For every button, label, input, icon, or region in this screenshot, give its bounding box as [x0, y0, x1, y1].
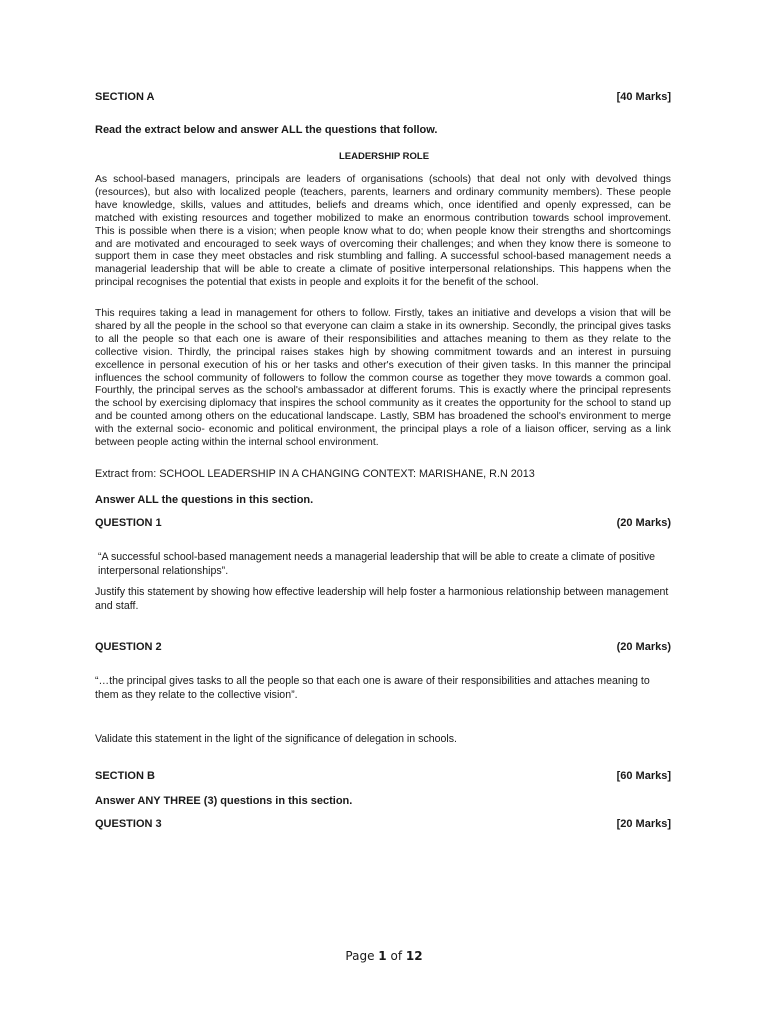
question-2-quote: “…the principal gives tasks to all the people so that each one is aware of their responsibilities and attaches meaning to them as they relate to the collective vision”.: [95, 675, 650, 701]
page-number: [0, 949, 768, 963]
extract-title: LEADERSHIP ROLE: [338, 151, 430, 162]
section-b-title: SECTION B: [95, 770, 155, 782]
question-1-task: Justify this statement by showing how effective leadership will help foster a harmonious relationship between management and staff.: [95, 586, 669, 612]
current-page: 1: [378, 949, 387, 963]
question-2-title: QUESTION 2: [95, 641, 162, 653]
extract-paragraph-2: This requires taking a lead in management for others to follow. Firstly, takes an initiative and develops a vision that will be shared by all the people in the school so that everyone can claim a stake in its ownership. Secondly, the principal gives tasks to all the people so that each one is aware of their responsibilities and attaches meaning to them as they relate to the collective vision. Thirdly, the principal raises stakes high by showing commitment towards and an interest in pursuing excellence in personal execution of his or her tasks and other's execution of their given tasks. In this manner the principal influences the school community of followers to follow the common course as together they move towards a common goal. Fourthly, the principal serves as the school's ambassador at different forums. This is exactly where the principal represents the school by exercising diplomacy that inspires the school community as it creates the opportunity for the school to stand up and be counted among others on the educational landscape. Lastly, SBM has broadened the school's environment to merge with the external socio- economic and political environment, the principal plays a role of a liaison officer, serving as a link between people acting within the internal school environment.: [95, 308, 671, 449]
total-pages: 12: [405, 949, 423, 963]
section-a-header: [95, 91, 671, 103]
extract-paragraph-1: As school-based managers, principals are leaders of organisations (schools) that deal not only with devolved things (resources), but also with localized people (teachers, parents, learners and ordinary community members). These people have knowledge, skills, values and attitudes, beliefs and dreams which, once identified and openly expressed, can be matched with existing resources and together mobilized to make an enormous contribution towards school improvement. This is possible when there is a vision; when people know what to do; when people know their strengths and shortcomings and are motivated and encouraged to seek ways of overcoming their challenges; and when they know there is someone to support them in case they meet obstacles and risk stumbling and falling. A successful school-based management needs a managerial leadership that will be able to create a climate of positive interpersonal relationships. This happens when the principal recognises the potential that exists in people and exploits it for the benefit of the school.: [95, 174, 671, 289]
question-1-header: [95, 517, 671, 529]
section-a-marks: [40 Marks]: [616, 91, 671, 103]
question-3-title: QUESTION 3: [95, 818, 162, 830]
question-2-task: Validate this statement in the light of the significance of delegation in schools.: [95, 733, 457, 745]
page-prefix: Page: [345, 949, 379, 963]
instruction-b: Answer ANY THREE (3) questions in this section.: [95, 795, 353, 807]
section-b-marks: [60 Marks]: [616, 770, 671, 782]
question-1-marks: (20 Marks): [616, 517, 671, 529]
page-separator: of: [386, 949, 406, 963]
instruction-all: Answer ALL the questions in this section.: [95, 494, 314, 506]
question-1-title: QUESTION 1: [95, 517, 162, 529]
question-3-marks: [20 Marks]: [616, 818, 671, 830]
instruction-a: Read the extract below and answer ALL the questions that follow.: [95, 124, 438, 136]
section-b-header: [95, 770, 671, 782]
question-3-header: [95, 818, 671, 830]
section-a-title: SECTION A: [95, 91, 155, 103]
question-1-quote: “A successful school-based management needs a managerial leadership that will be able to create a climate of positive interpersonal relationships”.: [98, 551, 656, 577]
question-2-header: [95, 641, 671, 653]
question-2-marks: (20 Marks): [616, 641, 671, 653]
extract-source: Extract from: SCHOOL LEADERSHIP IN A CHANGING CONTEXT: MARISHANE, R.N 2013: [95, 468, 535, 480]
